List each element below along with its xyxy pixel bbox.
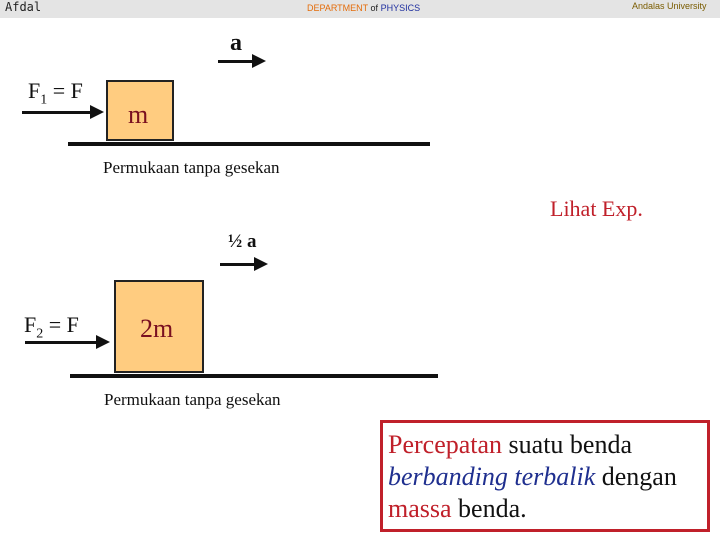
callout-inverse: berbanding terbalik [388, 462, 596, 491]
acceleration-arrow-2-icon [254, 257, 268, 271]
conclusion-callout [380, 420, 710, 532]
mass-label-1: m [128, 100, 149, 129]
department-of: of [370, 3, 379, 13]
surface-line-1 [68, 142, 430, 146]
callout-text-2: dengan [595, 462, 677, 491]
mass-label-2: 2m [140, 314, 174, 343]
acceleration-arrow-2-line [220, 263, 256, 266]
force-label-1 [28, 78, 83, 108]
force-arrow-1-icon [90, 105, 104, 119]
force-label-2-prefix: F [24, 312, 37, 337]
department-name: PHYSICS [380, 3, 421, 13]
force-label-2-sub: 2 [36, 326, 44, 342]
header-bar [0, 0, 720, 18]
force-label-1-prefix: F [28, 78, 41, 103]
callout-text-1: suatu benda [502, 430, 633, 459]
department-prefix: DEPARTMENT [307, 3, 369, 13]
callout-text-3: benda. [451, 494, 527, 523]
surface-line-2 [70, 374, 438, 378]
surface-label-1: Permukaan tanpa gesekan [103, 158, 280, 177]
mass-block-2 [114, 280, 204, 373]
university-label: Andalas University [632, 1, 707, 11]
force-label-2-suffix: = F [43, 312, 79, 337]
author-label: Afdal [5, 0, 42, 14]
force-label-1-suffix: = F [47, 78, 83, 103]
acceleration-arrow-1-line [218, 60, 254, 63]
force-arrow-2-icon [96, 335, 110, 349]
see-experiment-link[interactable]: Lihat Exp. [550, 196, 643, 221]
mass-block-1 [106, 80, 174, 141]
surface-label-2: Permukaan tanpa gesekan [104, 390, 281, 409]
department-label [307, 3, 420, 13]
acceleration-label-1: a [230, 30, 242, 56]
acceleration-label-2: ½ a [228, 231, 257, 252]
force-arrow-2-line [25, 341, 98, 344]
force-label-2 [24, 312, 79, 342]
force-arrow-1-line [22, 111, 92, 114]
acceleration-arrow-1-icon [252, 54, 266, 68]
force-label-1-sub: 1 [40, 92, 48, 108]
callout-acceleration: Percepatan [388, 430, 503, 459]
callout-mass: massa [388, 494, 452, 523]
